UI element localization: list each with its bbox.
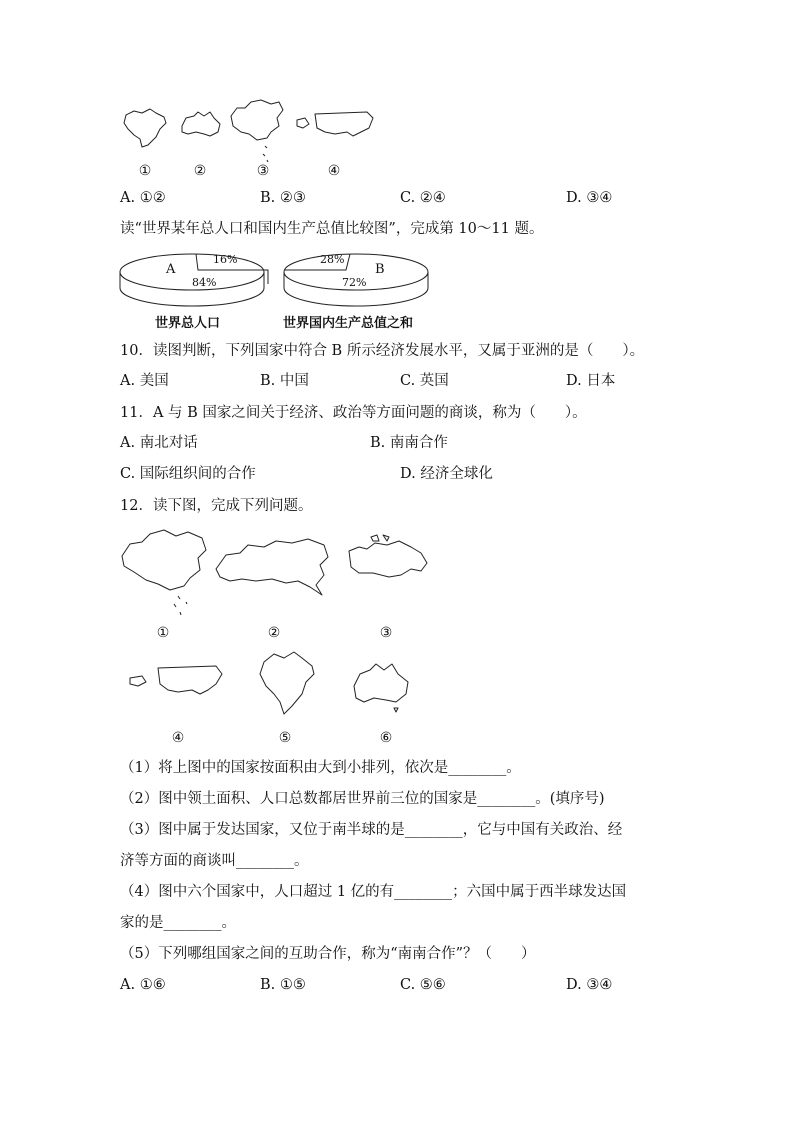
q12-option-b: B. ①⑤ (260, 977, 306, 993)
china-map-icon (227, 98, 287, 168)
q12-map-label-4: ④ (171, 730, 185, 746)
q12-map-label-1: ① (156, 625, 170, 641)
q12-sub4-line1: （4）图中六个国家中，人口超过 1 亿的有________；六国中属于西半球发达国 (120, 884, 627, 900)
q10-option-b: B. 中国 (260, 373, 309, 389)
pie-left-letter: A (166, 262, 176, 277)
q12-map-label-5: ⑤ (278, 730, 292, 746)
q12-map-label-3: ③ (379, 625, 393, 641)
q12-map-label-2: ② (267, 625, 281, 641)
pie-right-large-pct: 72% (342, 276, 367, 289)
pie-left-large-pct: 84% (192, 276, 217, 289)
q11-option-c: C. 国际组织间的合作 (120, 466, 256, 482)
pie-right-letter: B (375, 262, 385, 277)
q9-option-b: B. ②③ (260, 190, 306, 206)
top-map-label-4: ④ (327, 163, 341, 179)
australia-map-icon (350, 660, 412, 715)
pie-right-small-pct: 28% (320, 253, 345, 266)
q12-sub1: （1）将上图中的国家按面积由大到小排列，依次是________。 (120, 760, 521, 776)
russia-map-icon (212, 535, 332, 600)
q12-option-d: D. ③④ (566, 977, 613, 993)
top-map-label-1: ① (138, 163, 152, 179)
q12-sub4-line2: 家的是________。 (120, 915, 236, 931)
q9-option-c: C. ②④ (400, 190, 446, 206)
pie-right-caption: 世界国内生产总值之和 (283, 316, 414, 331)
q12-option-c: C. ⑤⑥ (400, 977, 446, 993)
q12-map-label-6: ⑥ (379, 730, 393, 746)
usa-map-icon (128, 660, 226, 700)
q11-option-a: A. 南北对话 (120, 435, 198, 451)
top-map-label-2: ② (193, 163, 207, 179)
q9-option-d: D. ③④ (566, 190, 613, 206)
q12-option-a: A. ①⑥ (120, 977, 166, 993)
q11-stem: 11．A 与 B 国家之间关于经济、政治等方面问题的商谈，称为（ ）。 (120, 405, 587, 421)
q10-option-a: A. 美国 (120, 373, 169, 389)
q11-option-d: D. 经济全球化 (400, 466, 493, 482)
q10-option-d: D. 日本 (566, 373, 616, 389)
brazil-map-icon (256, 648, 318, 718)
q12-sub2: （2）图中领土面积、人口总数都居世界前三位的国家是________。(填序号) (120, 791, 605, 807)
china-map-icon (118, 528, 210, 620)
australia-map-icon (178, 110, 223, 140)
q12-sub3-line1: （3）图中属于发达国家，又位于南半球的是________，它与中国有关政治、经 (120, 822, 623, 838)
canada-map-icon (345, 533, 430, 583)
pie-left-small-pct: 16% (213, 253, 238, 266)
q12-sub5: （5）下列哪组国家之间的互助合作，称为“南南合作”？（ ） (120, 946, 536, 962)
brazil-map-icon (120, 105, 170, 150)
top-map-label-3: ③ (256, 163, 270, 179)
q10-option-c: C. 英国 (400, 373, 449, 389)
q12-sub3-line2: 济等方面的商谈叫________。 (120, 853, 309, 869)
q12-stem: 12．读下图，完成下列问题。 (120, 498, 313, 514)
intro-10-11: 读“世界某年总人口和国内生产总值比较图”，完成第 10～11 题。 (120, 221, 544, 237)
q10-stem: 10．读图判断，下列国家中符合 B 所示经济发展水平，又属于亚洲的是（ ）。 (120, 343, 645, 359)
usa-map-icon (295, 108, 375, 140)
q9-option-a: A. ①② (120, 190, 166, 206)
pie-left-caption: 世界总人口 (155, 316, 221, 331)
q11-option-b: B. 南南合作 (370, 435, 448, 451)
